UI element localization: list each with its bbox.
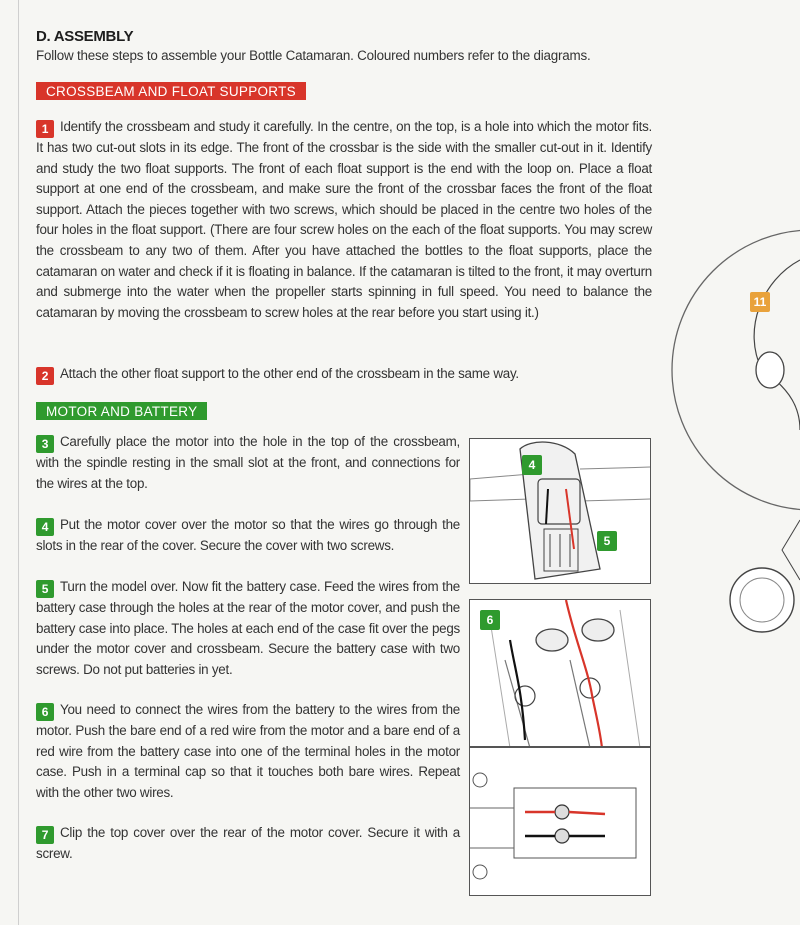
page-title: D. ASSEMBLY — [36, 28, 134, 45]
step-text: Clip the top cover over the rear of the motor cover. Secure it with a screw. — [36, 825, 460, 861]
diagram-propeller-partial — [652, 220, 800, 640]
step-number-badge: 7 — [36, 826, 54, 844]
step-text: Turn the model over. Now fit the battery case. Feed the wires from the battery case through the holes at the rear of the motor cover, and push the battery case into place. The holes at each end of the case fit over the pegs under the motor cover and crossbeam. Secure the battery case with two screws. Do not put batteries in yet. — [36, 579, 460, 677]
diagram-tag-4: 4 — [522, 455, 542, 475]
motor-cover-illustration — [470, 439, 651, 584]
page-fold-line — [18, 0, 19, 925]
step-number-badge: 2 — [36, 367, 54, 385]
step-text: You need to connect the wires from the battery to the wires from the motor. Push the bare end of a red wire from the motor and a bare end of a red wire from the battery case into one of the terminal holes in the motor case. Push in a terminal cap so that it touches both bare wires. Repeat with the other two wires. — [36, 702, 460, 800]
propeller-illustration — [652, 220, 800, 640]
step-3 — [36, 432, 460, 494]
step-text: Attach the other float support to the other end of the crossbeam in the same way. — [60, 366, 519, 381]
terminals-illustration — [470, 748, 651, 896]
step-4 — [36, 515, 460, 557]
diagram-terminals — [469, 747, 651, 896]
step-2 — [36, 364, 652, 385]
step-number-badge: 5 — [36, 580, 54, 598]
step-number-badge: 3 — [36, 435, 54, 453]
motor-section-banner: MOTOR AND BATTERY — [36, 402, 207, 420]
crossbeam-section-banner: CROSSBEAM AND FLOAT SUPPORTS — [36, 82, 306, 100]
step-6 — [36, 700, 460, 803]
step-number-badge: 6 — [36, 703, 54, 721]
intro-text: Follow these steps to assemble your Bottle Catamaran. Coloured numbers refer to the diagrams. — [36, 48, 591, 63]
diagram-tag-6: 6 — [480, 610, 500, 630]
diagram-tag-11: 11 — [750, 292, 770, 312]
step-text: Carefully place the motor into the hole in the top of the crossbeam, with the spindle resting in the small slot at the front, and connections for the wires at the top. — [36, 434, 460, 491]
step-5 — [36, 577, 460, 680]
diagram-wires — [469, 599, 651, 747]
step-number-badge: 4 — [36, 518, 54, 536]
step-text: Identify the crossbeam and study it carefully. In the centre, on the top, is a hole into which the motor fits. It has two cut-out slots in its edge. The front of the crossbar is the side with the smaller cut-out in it. Identify and study the two float supports. The front of each float support is the end with the loop on. Place a float support at one end of the crossbeam, and make sure the front of the crossbar faces the front of the float support. Attach the pieces together with two screws, which should be placed in the centre two holes of the four holes in the float support. (There are four screw holes on the each of the float supports. You may screw the crossbeam to any two of them. After you have attached the bottles to the float supports, place the catamaran on water and check if it is floating in balance. If the catamaran is tilted to the front, it may overturn and submerge into the water when the propeller starts spinning in full speed. You need to balance the catamaran by moving the crossbeam to screw holes at the rear before you start using it.) — [36, 119, 652, 320]
diagram-motor-cover — [469, 438, 651, 584]
assembly-section — [36, 28, 652, 861]
step-number-badge: 1 — [36, 120, 54, 138]
step-7 — [36, 823, 460, 865]
step-1 — [36, 117, 652, 323]
step-text: Put the motor cover over the motor so that the wires go through the slots in the rear of the cover. Secure the cover with two screws. — [36, 517, 460, 553]
diagram-tag-5: 5 — [597, 531, 617, 551]
